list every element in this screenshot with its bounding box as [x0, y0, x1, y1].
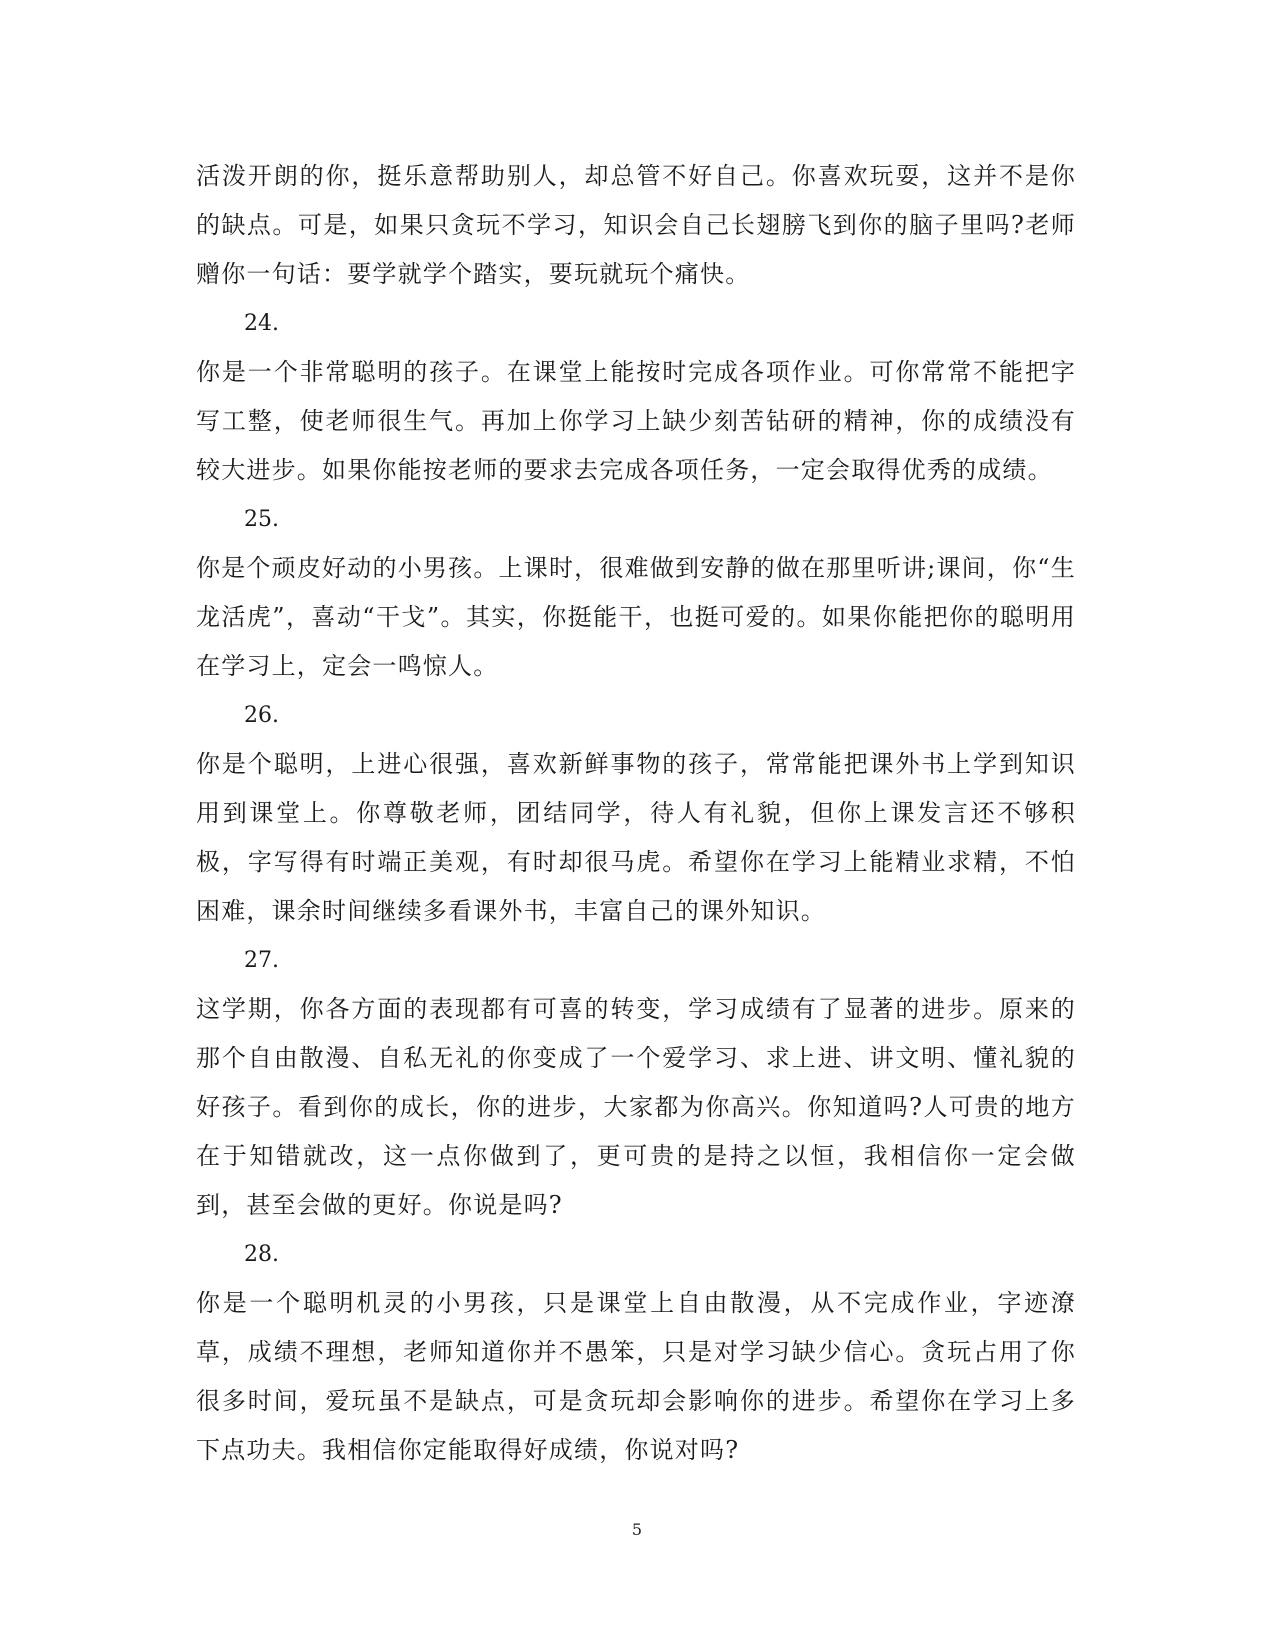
document-body — [196, 152, 1076, 1475]
comment-number-27: 27. — [244, 948, 279, 973]
comment-paragraph-26: 你是个聪明，上进心很强，喜欢新鲜事物的孩子，常常能把课外书上学到知识用到课堂上。你尊敬老师，团结同学，待人有礼貌，但你上课发言还不够积极，字写得有时端正美观，有时却很马虎。希望你在学习上能精业求精，不怕困难，课余时间继续多看课外书，丰富自己的课外知识。 — [196, 750, 1076, 925]
comment-paragraph-25: 你是个顽皮好动的小男孩。上课时，很难做到安静的做在那里听讲;课间，你“生龙活虎”，喜动“干戈”。其实，你挺能干，也挺可爱的。如果你能把你的聪明用在学习上，定会一鸣惊人。 — [196, 554, 1076, 680]
comment-number-24: 24. — [244, 311, 279, 336]
comment-number-25: 25. — [244, 507, 279, 532]
comment-paragraph-23: 活泼开朗的你，挺乐意帮助别人，却总管不好自己。你喜欢玩耍，这并不是你的缺点。可是，如果只贪玩不学习，知识会自己长翅膀飞到你的脑子里吗?老师赠你一句话：要学就学个踏实，要玩就玩个痛快。 — [196, 162, 1076, 288]
comment-paragraph-27: 这学期，你各方面的表现都有可喜的转变，学习成绩有了显著的进步。原来的那个自由散漫、自私无礼的你变成了一个爱学习、求上进、讲文明、懂礼貌的好孩子。看到你的成长，你的进步，大家都为你高兴。你知道吗?人可贵的地方在于知错就改，这一点你做到了，更可贵的是持之以恒，我相信你一定会做到，甚至会做的更好。你说是吗? — [196, 995, 1076, 1219]
page-number: 5 — [631, 1520, 643, 1539]
comment-paragraph-28: 你是一个聪明机灵的小男孩，只是课堂上自由散漫，从不完成作业，字迹潦草，成绩不理想，老师知道你并不愚笨，只是对学习缺少信心。贪玩占用了你很多时间，爱玩虽不是缺点，可是贪玩却会影响你的进步。希望你在学习上多下点功夫。我相信你定能取得好成绩，你说对吗? — [196, 1289, 1076, 1464]
comment-number-28: 28. — [244, 1242, 279, 1267]
comment-paragraph-24: 你是一个非常聪明的孩子。在课堂上能按时完成各项作业。可你常常不能把字写工整，使老师很生气。再加上你学习上缺少刻苦钻研的精神，你的成绩没有较大进步。如果你能按老师的要求去完成各项任务，一定会取得优秀的成绩。 — [196, 358, 1076, 484]
comment-number-26: 26. — [244, 703, 279, 728]
